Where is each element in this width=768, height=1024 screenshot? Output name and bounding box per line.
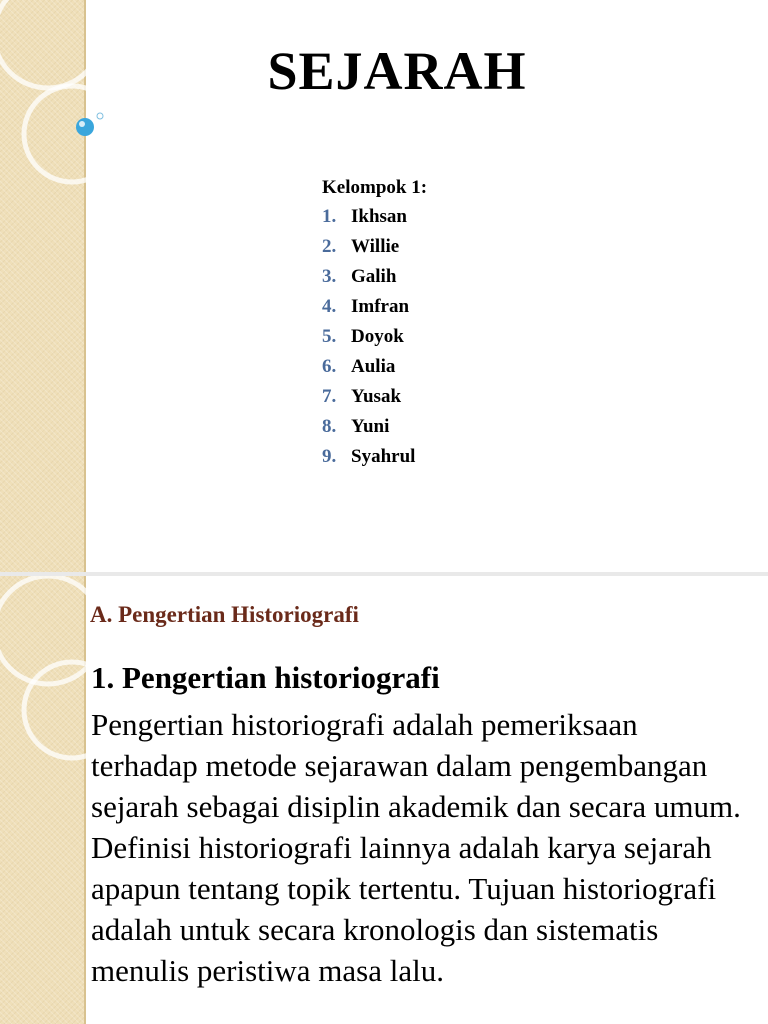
list-item: 6. Aulia: [322, 356, 396, 377]
decorative-side-band: [0, 576, 84, 1024]
list-item: 7. Yusak: [322, 386, 402, 407]
section-heading: A. Pengertian Historiografi: [90, 602, 359, 627]
group-label: Kelompok 1:: [322, 177, 428, 198]
list-item: 5. Doyok: [322, 326, 404, 347]
subheading: 1. Pengertian historiografi: [91, 660, 440, 695]
decorative-side-band: [0, 0, 84, 572]
list-item: 8. Yuni: [322, 416, 390, 437]
page-title: SEJARAH: [267, 41, 527, 101]
slide-content: [0, 576, 768, 1024]
list-item: 2. Willie: [322, 236, 400, 257]
list-item: 4. Imfran: [322, 296, 410, 317]
member-list: [322, 202, 415, 472]
list-item: 3. Galih: [322, 266, 397, 287]
list-item: 9. Syahrul: [322, 446, 416, 467]
band-edge-line: [84, 576, 86, 1024]
body-paragraph: Pengertian historiografi adalah pemeriksaan terhadap metode sejarawan dalam pengembangan sejarah sebagai disiplin akademik dan secara umum. Definisi historiografi lainnya adalah karya sejarah apapun tentang topik tertentu. Tujuan historiografi adalah untuk secara kronologis dan sistematis menulis peristiwa masa lalu.: [91, 707, 741, 988]
list-item: 1. Ikhsan: [322, 206, 407, 227]
